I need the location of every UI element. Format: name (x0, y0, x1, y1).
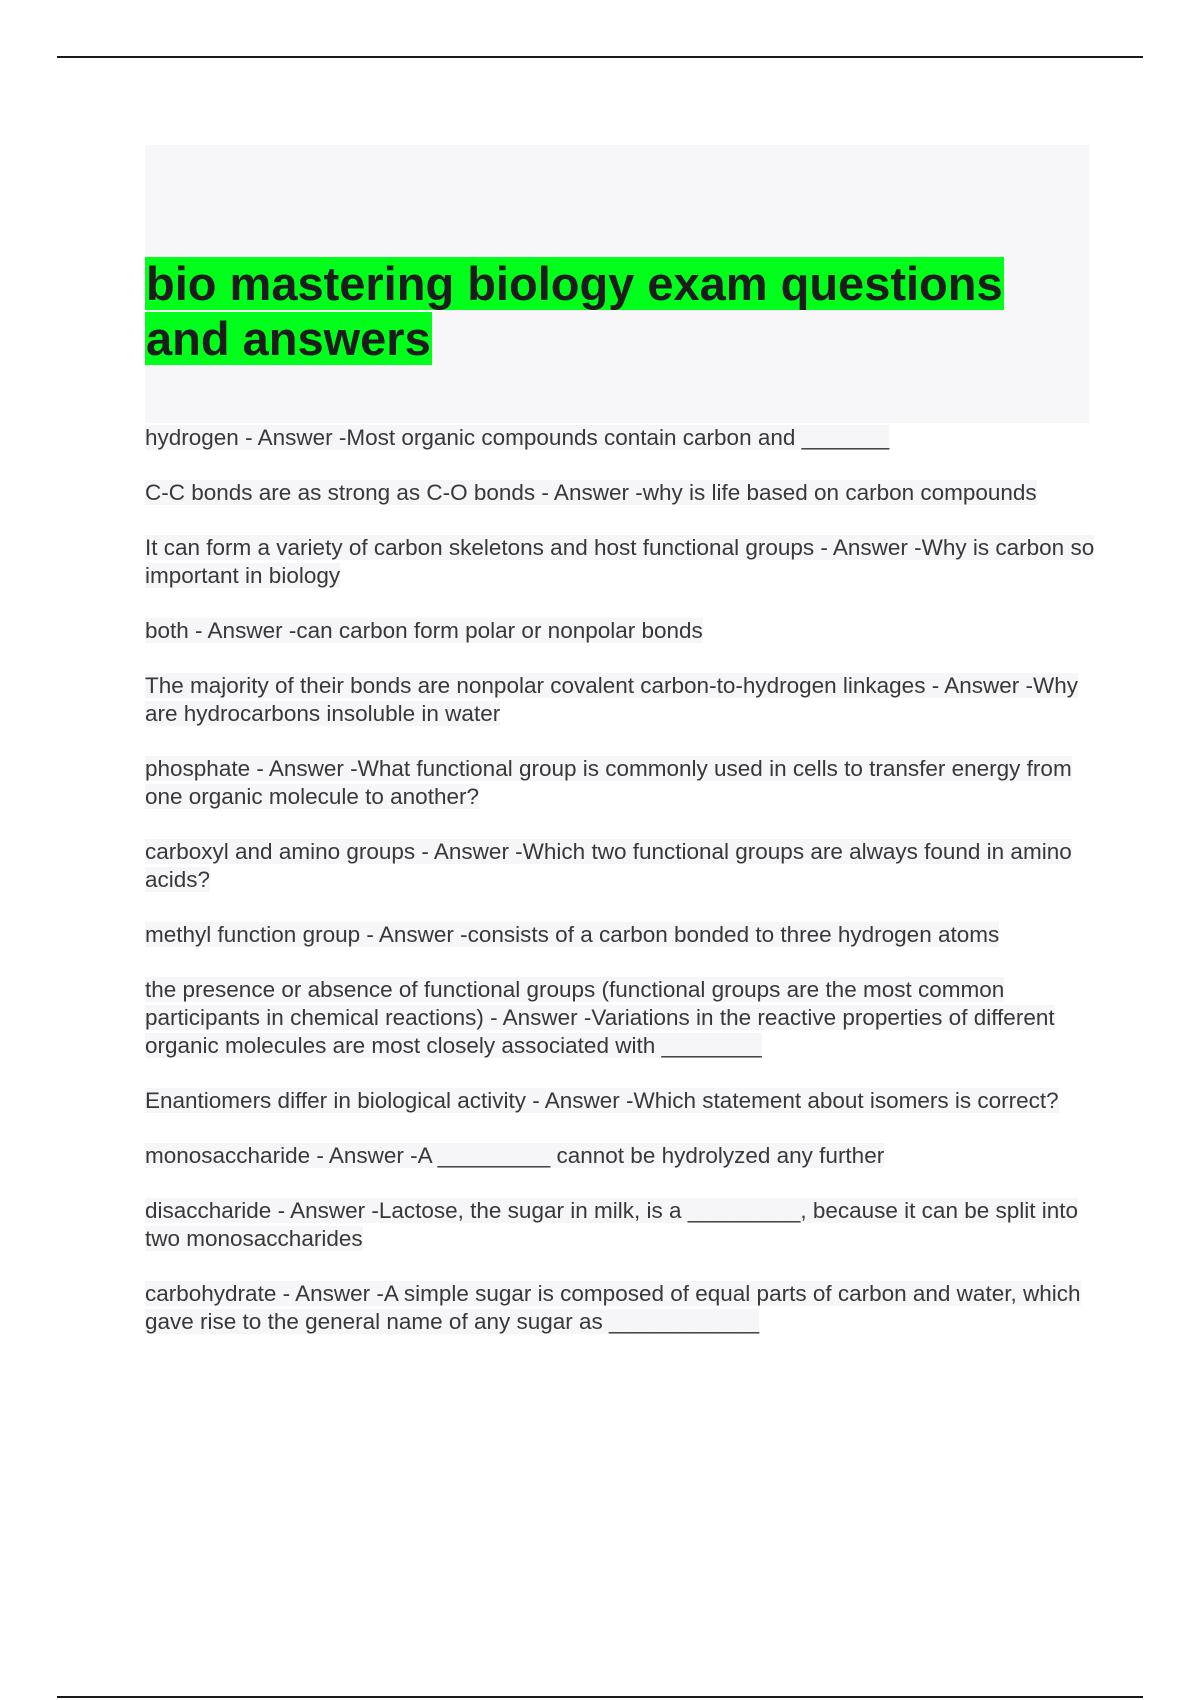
qa-item: disaccharide - Answer -Lactose, the sugar in milk, is a _________, because it can be split into two monosaccharides (145, 1198, 1079, 1251)
qa-item: methyl function group - Answer -consists of a carbon bonded to three hydrogen atoms (145, 922, 1000, 947)
top-rule (57, 56, 1143, 58)
document-title (145, 256, 1075, 366)
qa-list (145, 424, 1095, 1363)
qa-item: hydrogen - Answer -Most organic compounds contain carbon and _______ (145, 425, 890, 450)
qa-item: C-C bonds are as strong as C-O bonds - Answer -why is life based on carbon compounds (145, 480, 1037, 505)
qa-item: both - Answer -can carbon form polar or nonpolar bonds (145, 618, 703, 643)
qa-item: It can form a variety of carbon skeletons and host functional groups - Answer -Why is carbon so important in biology (145, 535, 1095, 588)
qa-item: The majority of their bonds are nonpolar covalent carbon-to-hydrogen linkages - Answer -Why are hydrocarbons insoluble in water (145, 673, 1078, 726)
document-title-text: bio mastering biology exam questions and answers (146, 257, 1003, 365)
qa-item: phosphate - Answer -What functional group is commonly used in cells to transfer energy from one organic molecule to another? (145, 756, 1072, 809)
qa-item: monosaccharide - Answer -A _________ cannot be hydrolyzed any further (145, 1143, 885, 1168)
qa-item: carbohydrate - Answer -A simple sugar is composed of equal parts of carbon and water, which gave rise to the general name of any sugar as ____________ (145, 1281, 1081, 1334)
qa-item: carboxyl and amino groups - Answer -Which two functional groups are always found in amino acids? (145, 839, 1072, 892)
bottom-rule (57, 1696, 1143, 1698)
qa-item: the presence or absence of functional groups (functional groups are the most common participants in chemical reactions) - Answer -Variations in the reactive properties of different organic molecules are most closely associated with ________ (145, 977, 1055, 1058)
qa-item: Enantiomers differ in biological activity - Answer -Which statement about isomers is correct? (145, 1088, 1059, 1113)
